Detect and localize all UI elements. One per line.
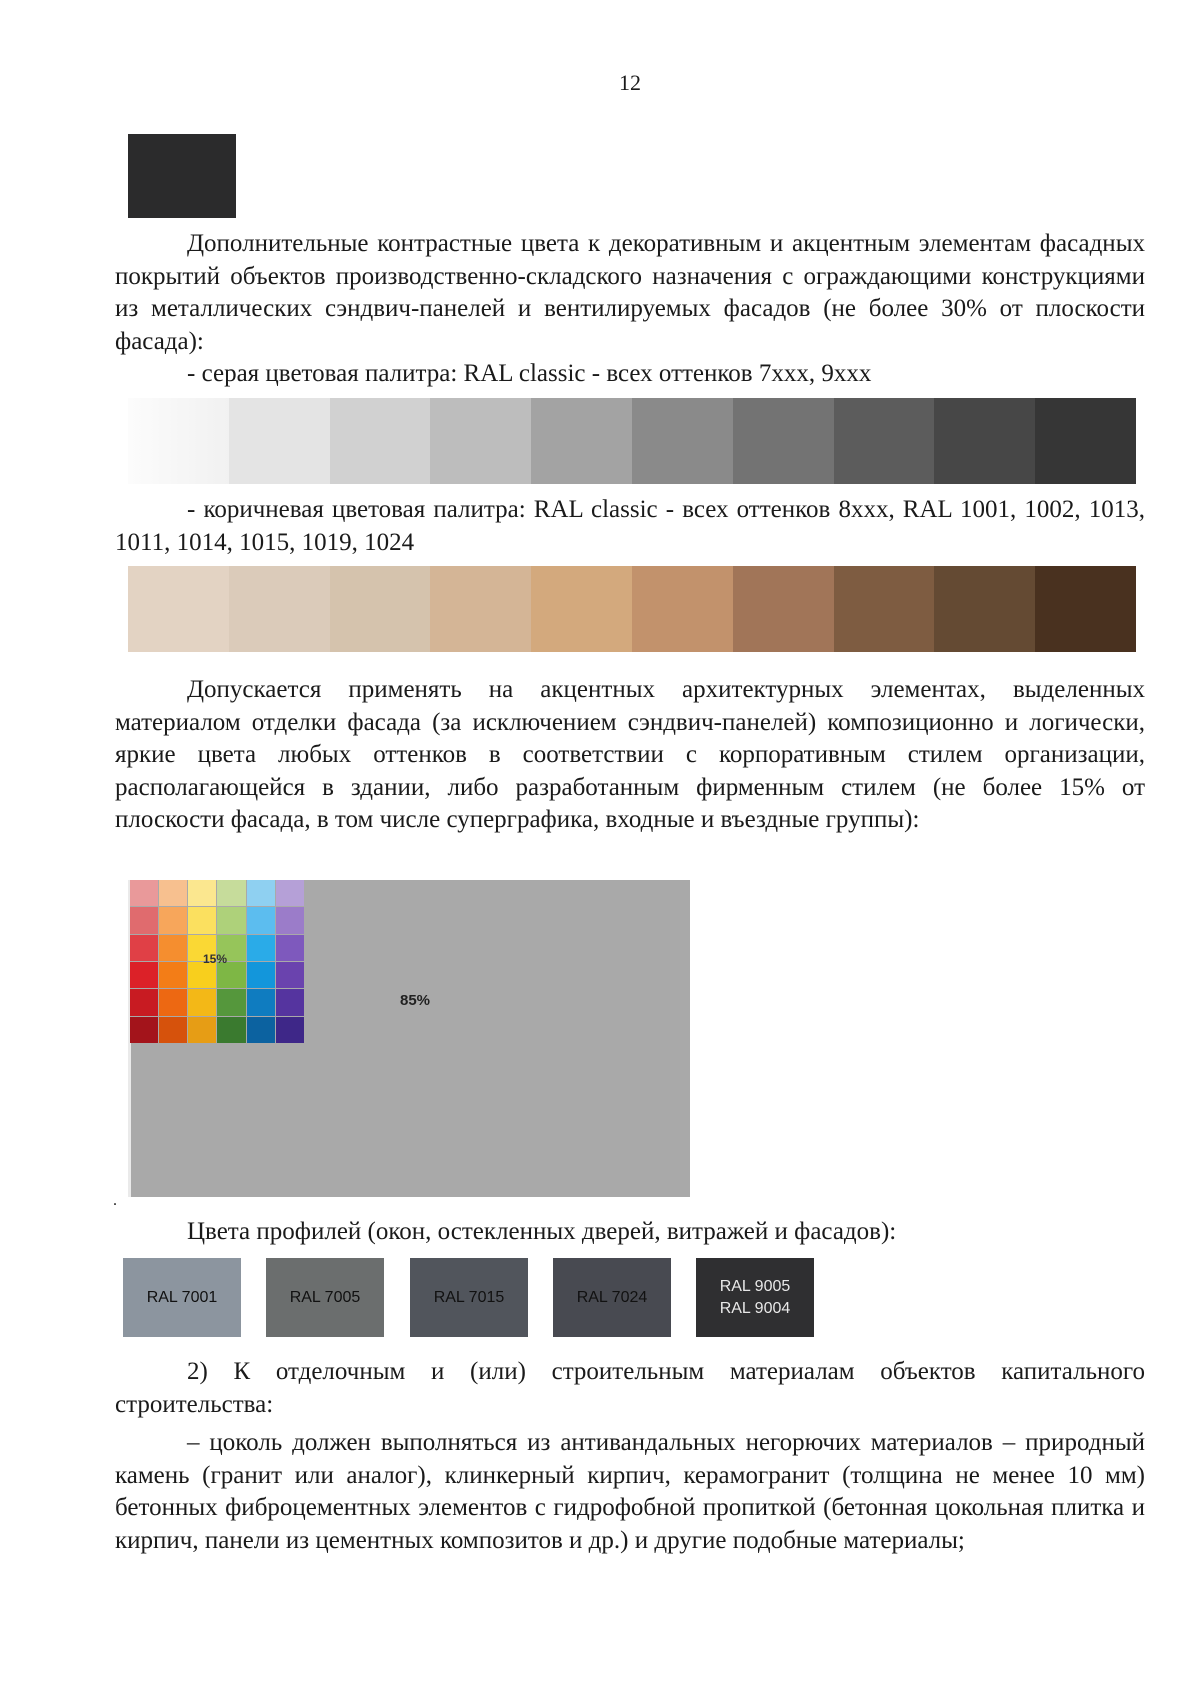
grey-palette-caption: - серая цветовая палитра: RAL classic - всех оттенков 7ххх, 9ххх <box>187 360 872 387</box>
grid-color-cell <box>188 989 216 1015</box>
grid-color-cell <box>217 989 245 1015</box>
brown-palette <box>128 566 1136 652</box>
brown-swatch <box>531 566 632 652</box>
grey-swatch <box>430 398 531 484</box>
grid-color-cell <box>217 1017 245 1043</box>
profile-label: RAL 9004 <box>719 1299 791 1317</box>
grid-color-cell <box>217 880 245 906</box>
brown-swatch <box>1035 566 1136 652</box>
profile-color-swatches <box>123 1258 823 1338</box>
grid-color-cell <box>247 880 275 906</box>
grid-color-cell <box>188 907 216 933</box>
paragraph-materials: 2) К отделочным и (или) строительным материалам объектов капитального строительства: <box>115 1358 1145 1418</box>
grid-color-cell <box>188 1017 216 1043</box>
grid-color-cell <box>276 907 304 933</box>
grid-color-cell <box>130 962 158 988</box>
grey-swatch <box>128 398 229 484</box>
brown-swatch <box>632 566 733 652</box>
stray-dot: . <box>113 1192 117 1209</box>
profile-swatch <box>123 1258 241 1337</box>
dark-color-swatch <box>128 134 236 218</box>
grey-palette <box>128 398 1136 484</box>
grid-color-cell <box>159 880 187 906</box>
grid-color-cell <box>247 935 275 961</box>
paragraph-contrast-colors: Дополнительные контрастные цвета к декоративным и акцентным элементам фасадных покрытий объектов производственно-складского назначения с ограждающими конструкциями из металлических сэндвич-панелей и вентилируемых фасадов (не более 30% от плоскости фасада): <box>115 230 1145 355</box>
grid-color-cell <box>159 1017 187 1043</box>
grid-color-cell <box>276 989 304 1015</box>
grid-color-cell <box>130 880 158 906</box>
grey-swatch <box>229 398 330 484</box>
grid-color-cell <box>159 935 187 961</box>
page-number: 12 <box>619 70 641 95</box>
paragraph-plinth: – цоколь должен выполняться из антивандальных негорючих материалов – природный камень (гранит или аналог), клинкерный кирпич, керамогранит (толщина не менее 10 мм) бетонных фиброцементных элементов с гидрофобной пропиткой (бетонная цокольная плитка и кирпич, панели из цементных композитов и др.) и другие подобные материалы; <box>115 1429 1145 1554</box>
brown-swatch <box>128 566 229 652</box>
brown-swatch <box>834 566 935 652</box>
profile-label: RAL 7001 <box>146 1288 218 1306</box>
accent-proportion-figure <box>128 880 690 1197</box>
base-share-label: 85% <box>400 992 431 1009</box>
profile-label: RAL 7015 <box>433 1288 505 1306</box>
grid-color-cell <box>247 989 275 1015</box>
grid-color-cell <box>188 880 216 906</box>
profile-swatch <box>266 1258 384 1337</box>
grey-swatch <box>632 398 733 484</box>
grey-swatch <box>834 398 935 484</box>
profile-swatch <box>553 1258 671 1337</box>
grid-color-cell <box>130 989 158 1015</box>
grid-color-cell <box>276 962 304 988</box>
accent-share-label: 15% <box>203 952 228 966</box>
grey-swatch <box>1035 398 1136 484</box>
grid-color-cell <box>130 935 158 961</box>
grid-color-cell <box>159 907 187 933</box>
grey-swatch <box>531 398 632 484</box>
grid-color-cell <box>276 1017 304 1043</box>
grid-color-cell <box>130 1017 158 1043</box>
grid-color-cell <box>247 907 275 933</box>
brown-swatch <box>229 566 330 652</box>
grid-color-cell <box>247 962 275 988</box>
grid-color-cell <box>159 962 187 988</box>
grey-swatch <box>733 398 834 484</box>
profile-swatch <box>696 1258 814 1337</box>
brown-swatch <box>733 566 834 652</box>
grey-swatch <box>330 398 431 484</box>
profile-label: RAL 7024 <box>576 1288 648 1306</box>
grid-color-cell <box>217 907 245 933</box>
paragraph-accent-colors: Допускается применять на акцентных архитектурных элементах, выделенных материалом отделки фасада (за исключением сэндвич-панелей) композиционно и логически, яркие цвета любых оттенков в соответствии с корпоративным стилем организации, располагающейся в здании, либо разработанным фирменным стилем (не более 15% от плоскости фасада, в том числе суперграфика, входные и въездные группы): <box>115 676 1145 833</box>
profile-swatch <box>410 1258 528 1337</box>
grey-swatch <box>934 398 1035 484</box>
brown-swatch <box>430 566 531 652</box>
brown-swatch <box>934 566 1035 652</box>
grid-color-cell <box>159 989 187 1015</box>
grid-color-cell <box>247 1017 275 1043</box>
grid-color-cell <box>276 880 304 906</box>
profile-label: RAL 9005 <box>719 1277 791 1295</box>
grid-color-cell <box>130 907 158 933</box>
grid-color-cell <box>276 935 304 961</box>
profile-label: RAL 7005 <box>289 1288 361 1306</box>
brown-swatch <box>330 566 431 652</box>
brown-palette-caption: - коричневая цветовая палитра: RAL classic - всех оттенков 8ххх, RAL 1001, 1002, 1013, 1011, 1014, 1015, 1019, 1024 <box>115 496 1145 556</box>
profiles-caption: Цвета профилей (окон, остекленных дверей, витражей и фасадов): <box>187 1218 897 1245</box>
